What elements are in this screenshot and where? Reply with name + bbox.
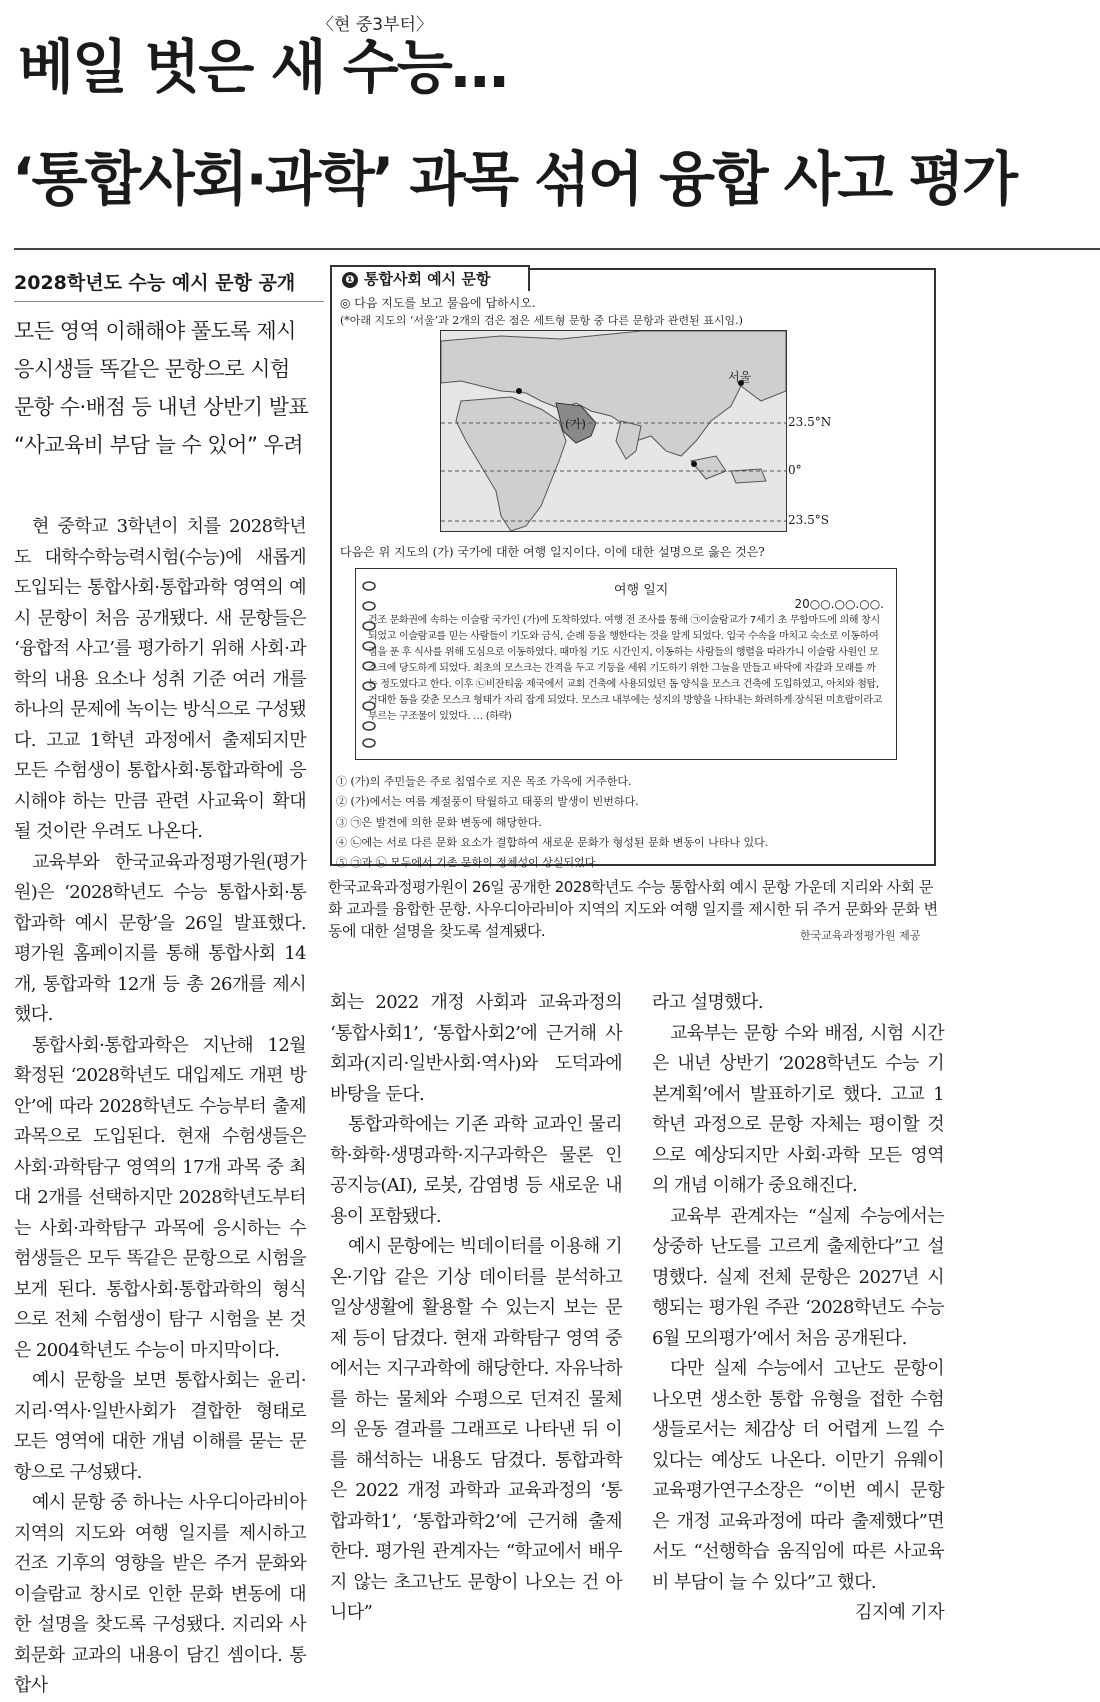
- diary-text: 건조 문화권에 속하는 이슬람 국가인 (가)에 도착하였다. 여행 전 조사를 통해 ㉠이슬람교가 7세기 초 무함마드에 의해 창시되었고 이슬람교를 믿는 사람들이 기도와 금식, 순례 등을 행한다는 것을 알게 되었다. 입국 수속을 마치고 숙소로 이동하여 짐을 푼 후 식사를 위해 도심으로 이동하였다. 때마침 기도 시간인지, 이동하는 사람들의 행렬을 따라가니 이슬람 사원인 모스크에 당도하게 되었다. 최초의 모스크는 간격을 두고 기둥을 세워 기도하기 위한 그늘을 만들고 바닥에 자갈과 모래를 까는 정도였다고 한다. 이후 ㉡비잔티움 제국에서 교회 건축에 사용되었던 돔 양식을 모스크 건축에 도입하였고, 아치와 첨탑, 거대한 돔을 갖춘 모스크 형태가 자리 잡게 되었다. 모스크 내부에는 성지의 방향을 나타내는 화려하게 장식된 미흐랍이라고 부르는 구조물이 있었다. … (하략): [368, 615, 883, 722]
- subhead-line: 문항 수·배점 등 내년 상반기 발표: [14, 395, 309, 419]
- subhead-main: 2028학년도 수능 예시 문항 공개: [14, 268, 324, 302]
- header-divider: [14, 248, 1100, 250]
- figure-tab-label: 통합사회 예시 문항: [364, 270, 491, 288]
- figure-number: ❶: [342, 272, 358, 288]
- paragraph: 예시 문항을 보면 통합사회는 윤리·지리·역사·일반사회가 결합한 형태로 모든 영역에 대한 개념 이해를 묻는 문항으로 구성됐다.: [14, 1370, 306, 1483]
- diary-title: 여행 일지: [614, 583, 669, 598]
- article-column-1: [14, 512, 306, 1702]
- figure-question-2: 다음은 위 지도의 (가) 국가에 대한 여행 일지이다. 이에 대한 설명으로 옳은 것은?: [340, 545, 765, 559]
- paragraph: 교육부는 문항 수와 배점, 시험 시간은 내년 상반기 ‘2028학년도 수능 기본계획’에서 발표하기로 했다. 고교 1학년 과정으로 문항 자체는 평이할 것으로 예상되지만 사회·과학 모든 영역의 개념 이해가 중요해진다.: [652, 1022, 944, 1196]
- paragraph: 예시 문항 중 하나는 사우디아라비아 지역의 지도와 여행 일지를 제시하고 건조 기후의 영향을 받은 주거 문화와 이슬람교 창시로 인한 문화 변동에 대한 설명을 찾도록 구성됐다. 지리와 사회문화 교과의 내용이 담긴 셈이다. 통합사: [14, 1492, 306, 1696]
- paragraph: 회는 2022 개정 사회과 교육과정의 ‘통합사회1’, ‘통합사회2’에 근거해 사회과(지리·일반사회·역사)와 도덕과에 바탕을 둔다.: [330, 992, 622, 1105]
- map-label-seoul: 서울: [728, 370, 752, 384]
- headline-line-2: ‘통합사회·과학’ 과목 섞어 융합 사고 평가: [12, 145, 1016, 213]
- subhead-line: “사교육비 부담 늘 수 있어” 우려: [14, 433, 304, 457]
- choice-2: ② (가)에서는 여름 계절풍이 탁월하고 태풍의 발생이 빈번하다.: [336, 795, 639, 809]
- subhead-block: [14, 268, 324, 464]
- paragraph: 예시 문항에는 빅데이터를 이용해 기온·기압 같은 기상 데이터를 분석하고 일상생활에 활용할 수 있는지 보는 문제 등이 담겼다. 현재 과학탐구 영역 중에서는 지구과학에 해당한다. 자유낙하를 하는 물체와 수평으로 던져진 물체의 운동 결과를 그래프로 나타낸 뒤 이를 해석하는 내용도 담겼다. 통합과학은 2022 개정 과학과 교육과정의 ‘통합과학1’, ‘통합과학2’에 근거해 출제한다. 평가원 관계자는 “학교에서 배우지 않는 초고난도 문항이 나오는 건 아니다”: [330, 1236, 622, 1623]
- paragraph: 통합사회·통합과학은 지난해 12월 확정된 ‘2028학년도 대입제도 개편 방안’에 따라 2028학년도 수능부터 출제 과목으로 도입된다. 현재 수험생들은 사회·과학탐구 영역의 17개 과목 중 최대 2개를 선택하지만 2028학년도부터는 사회·과학탐구 과목에 응시하는 수험생들은 모두 똑같은 문항으로 시험을 보게 된다. 통합사회·통합과학의 형식으로 전체 수험생이 탐구 시험을 본 것은 2004학년도 수능이 마지막이다.: [14, 1034, 306, 1361]
- figure-question: ◎ 다음 지도를 보고 물음에 답하시오.: [340, 296, 536, 310]
- choice-5: ⑤ ㉠과 ㉡ 모두에서 기존 문화의 정체성이 상실되었다.: [336, 856, 599, 870]
- figure-credit: 한국교육과정평가원 제공: [800, 929, 921, 942]
- figure-caption: 한국교육과정평가원이 26일 공개한 2028학년도 수능 통합사회 예시 문항 가운데 지리와 사회 문화 교과를 융합한 문항. 사우디아라비아 지역의 지도와 여행 일지를 제시한 뒤 주거 문화와 문화 변동에 대한 설명을 찾도록 설계됐다.: [328, 878, 938, 940]
- map-label-ga: (가): [565, 417, 586, 431]
- map-label-equator: 0°: [788, 463, 802, 477]
- paragraph: 라고 설명했다.: [652, 992, 763, 1013]
- choice-4: ④ ㉡에는 서로 다른 문화 요소가 결합하여 새로운 문화가 형성된 문화 변동이 나타나 있다.: [336, 835, 769, 849]
- subhead-line: 응시생들 똑같은 문항으로 시험: [14, 357, 290, 381]
- choice-1: ① (가)의 주민들은 주로 침엽수로 지은 목조 가옥에 거주한다.: [336, 775, 632, 788]
- kicker: 〈현 중3부터〉: [317, 15, 433, 35]
- paragraph: 교육부와 한국교육과정평가원(평가원)은 ‘2028학년도 수능 통합사회·통합과학 예시 문항’을 26일 발표했다. 평가원 홈페이지를 통해 통합사회 14개, 통합과학 12개 등 총 26개를 제시했다.: [14, 851, 306, 1025]
- figure-note: (*아래 지도의 ‘서울’과 2개의 검은 점은 세트형 문항 중 다른 문항과 관련된 표시임.): [340, 314, 743, 327]
- article-column-2: [330, 988, 622, 1629]
- spiral-binding-icon: [361, 578, 377, 748]
- figure-tab: [330, 265, 530, 291]
- headline-line-1: 베일 벗은 새 수능…: [18, 33, 507, 101]
- map-label-lat-north: 23.5°N: [788, 415, 832, 429]
- diary-date: 20○○.○○.○○.: [794, 597, 884, 611]
- byline: 김지예 기자: [854, 1602, 944, 1623]
- paragraph: 현 중학교 3학년이 치를 2028학년도 대학수학능력시험(수능)에 새롭게 도입되는 통합사회·통합과학 영역의 예시 문항이 처음 공개됐다. 새 문항들은 ‘융합적 사고’를 평가하기 위해 사회·과학의 내용 요소나 성취 기준 여러 개를 하나의 문제에 녹이는 방식으로 구성됐다. 고교 1학년 과정에서 출제되지만 모든 수험생이 통합사회·통합과학에 응시해야 하는 만큼 관련 사교육이 확대될 것이란 우려도 나온다.: [14, 516, 306, 842]
- world-map: [440, 330, 787, 532]
- subhead-line: 모든 영역 이해해야 풀도록 제시: [14, 319, 296, 343]
- paragraph: 다만 실제 수능에서 고난도 문항이 나오면 생소한 통합 유형을 접한 수험생들로서는 체감상 더 어렵게 느낄 수 있다는 예상도 나온다. 이만기 유웨이교육평가연구소장은 “이번 예시 문항은 개정 교육과정에 따라 출제했다”면서도 “선행학습 움직임에 따른 사교육비 부담이 늘 수 있다”고 했다.: [652, 1358, 944, 1593]
- map-graphic: [441, 331, 786, 531]
- choice-3: ③ ㉠은 발견에 의한 문화 변동에 해당한다.: [336, 815, 542, 829]
- travel-diary: [355, 568, 897, 760]
- map-label-lat-south: 23.5°S: [788, 513, 829, 527]
- answer-choices: [336, 772, 768, 873]
- paragraph: 통합과학에는 기존 과학 교과인 물리학·화학·생명과학·지구과학은 물론 인공지능(AI), 로봇, 감염병 등 새로운 내용이 포함됐다.: [330, 1114, 622, 1227]
- paragraph: 교육부 관계자는 “실제 수능에서는 상중하 난도를 고르게 출제한다”고 설명했다. 실제 전체 문항은 2027년 시행되는 평가원 주관 ‘2028학년도 수능 6월 모의평가’에서 처음 공개된다.: [652, 1205, 944, 1349]
- article-column-3: [652, 988, 944, 1629]
